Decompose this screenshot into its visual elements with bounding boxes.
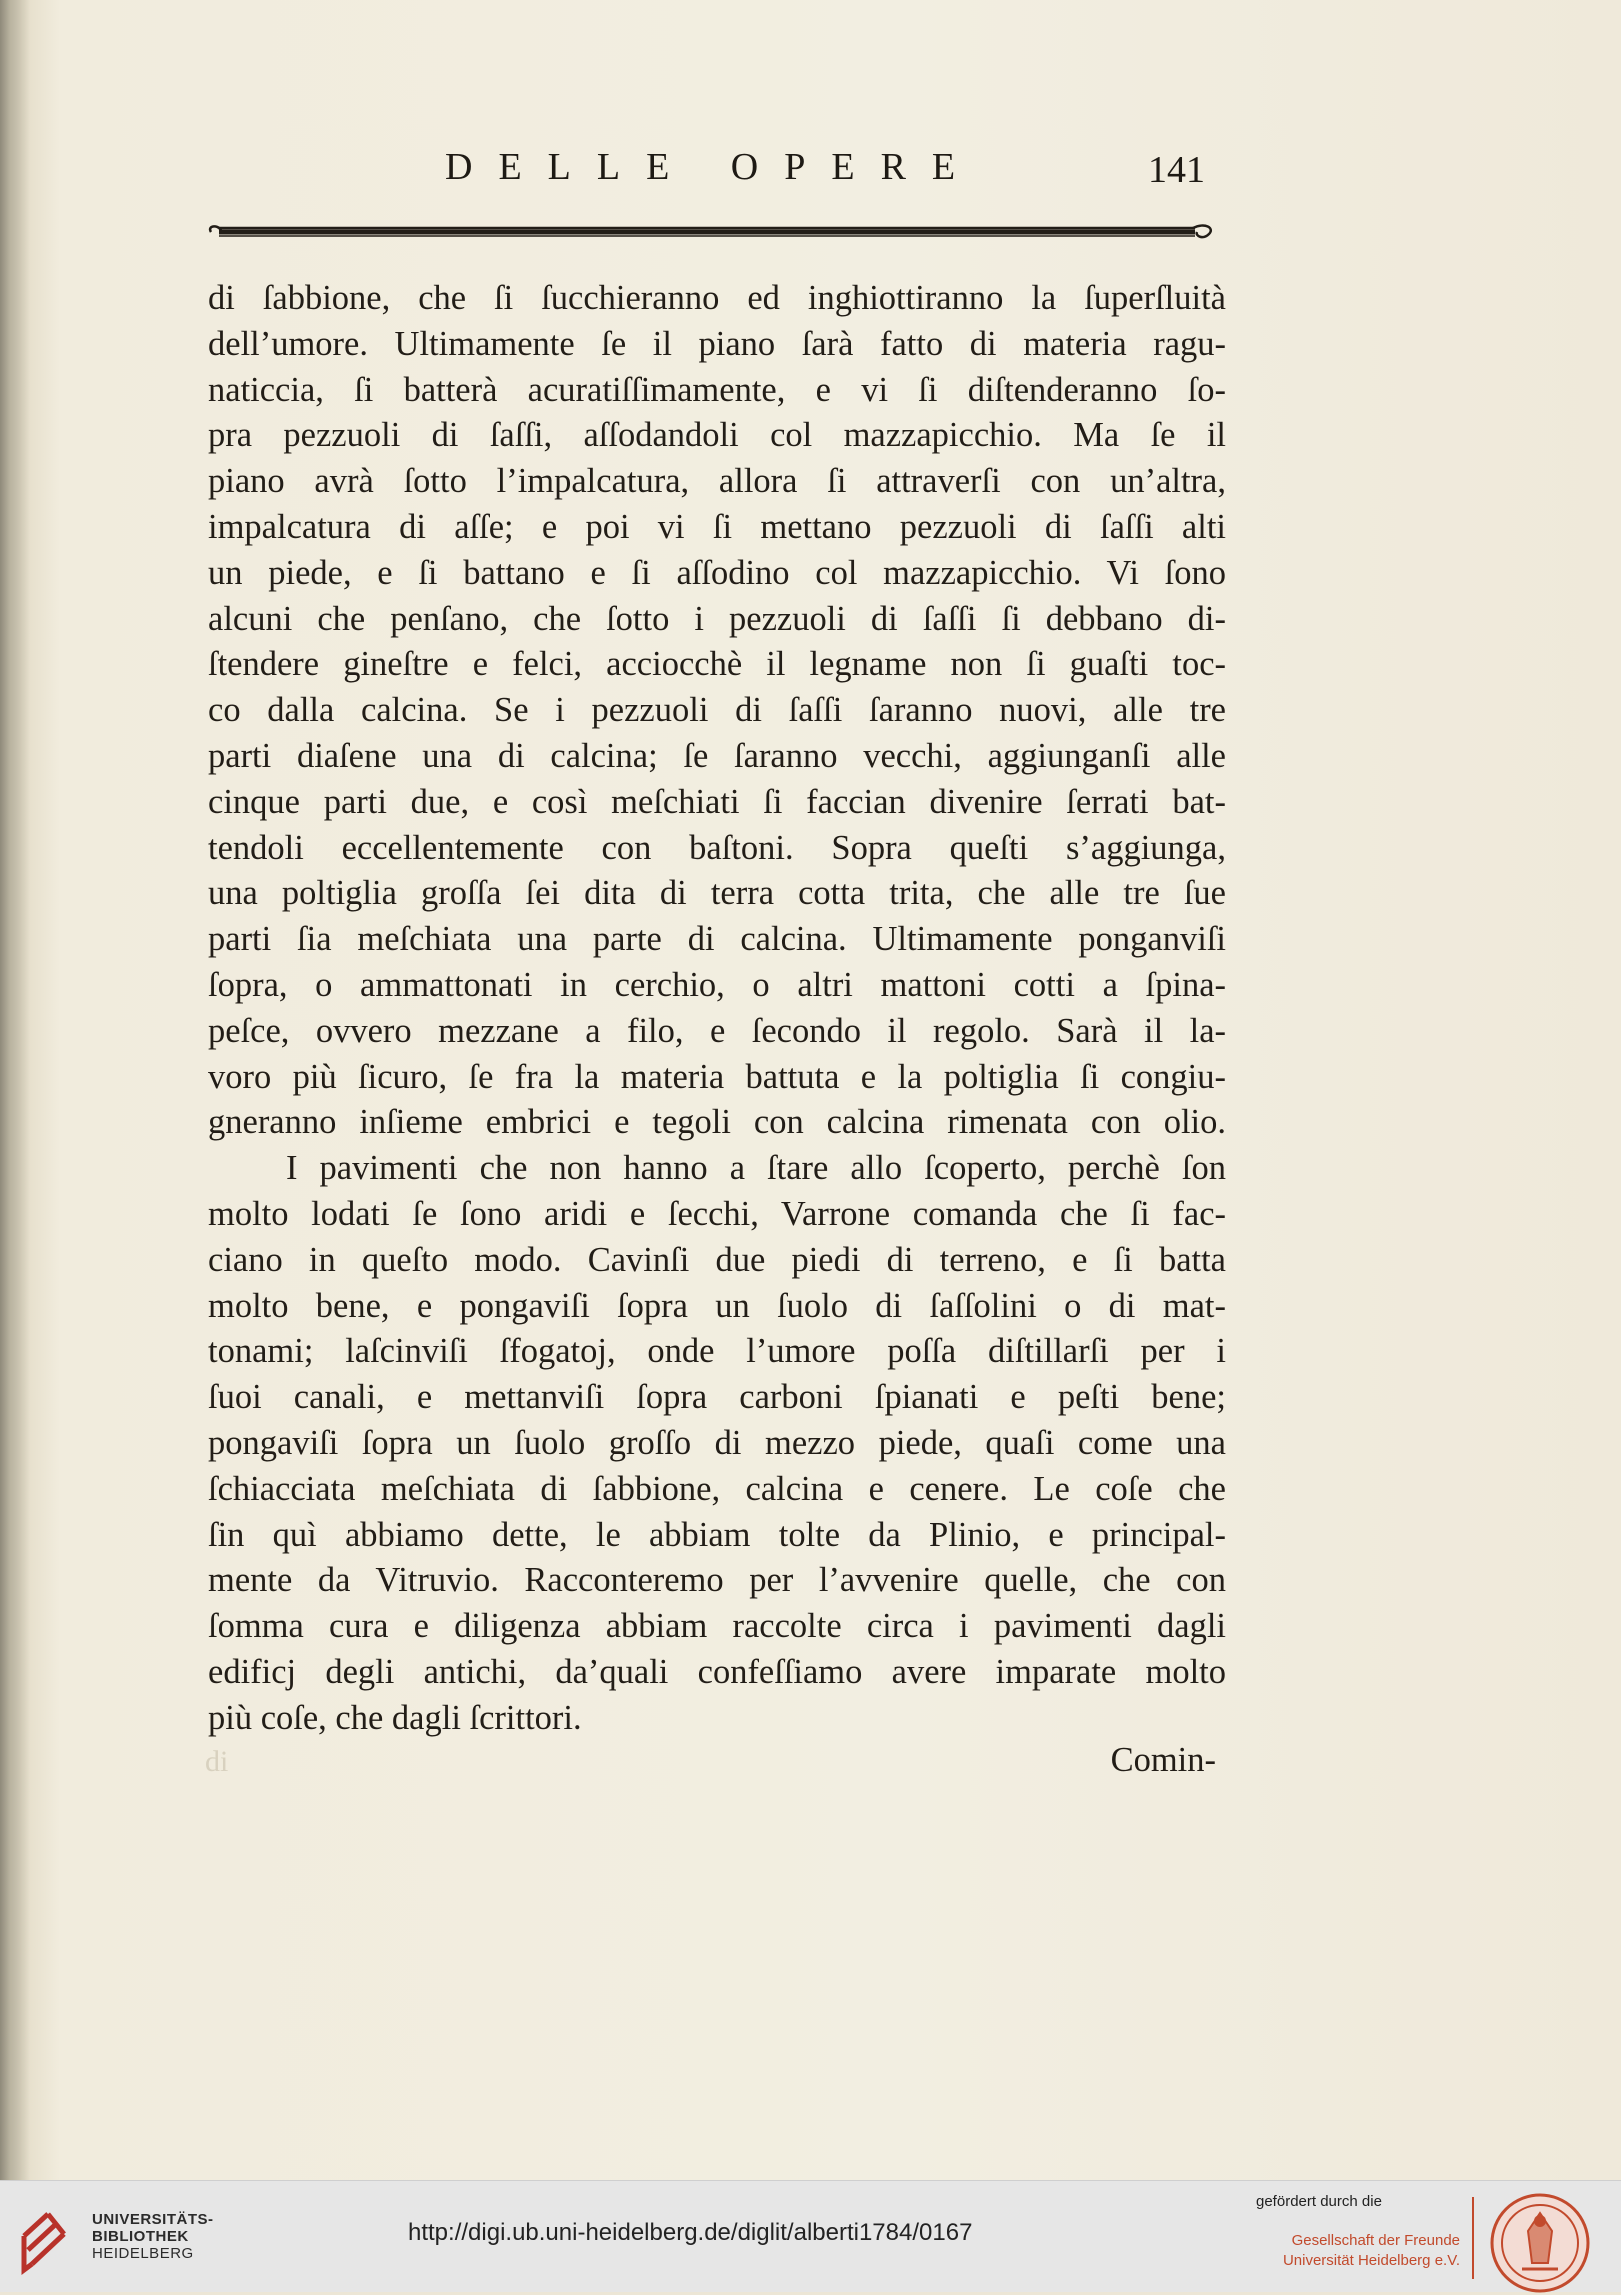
- text-line: impalcatura di aſſe; e poi vi ſi mettano pezzuoli di ſaſſi alti: [208, 507, 1226, 546]
- text-line: ſopra, o ammattonati in cerchio, o altri mattoni cotti a ſpina-: [208, 965, 1226, 1004]
- text-line: tendoli eccellentemente con baſtoni. Sopra queſti s’aggiunga,: [208, 828, 1226, 867]
- sponsor-name: [1262, 2231, 1460, 2271]
- university-seal-icon: [1488, 2191, 1592, 2295]
- body-text: [208, 276, 1226, 1742]
- catchword: Comin-: [1110, 1741, 1216, 1779]
- text-line: mente da Vitruvio. Racconteremo per l’avvenire quelle, che con: [208, 1561, 1226, 1600]
- text-line: peſce, ovvero mezzane a filo, e ſecondo il regolo. Sarà il la-: [208, 1011, 1226, 1050]
- paragraph-start-line: I pavimenti che non hanno a ſtare allo ſcoperto, perchè ſon: [286, 1149, 1226, 1188]
- text-line: co dalla calcina. Se i pezzuoli di ſaſſi ſaranno nuovi, alle tre: [208, 691, 1226, 730]
- text-line: piano avrà ſotto l’impalcatura, allora ſi attraverſi con un’altra,: [208, 462, 1226, 501]
- text-line: naticcia, ſi batterà acuratiſſimamente, e vi ſi diſtenderanno ſo-: [208, 370, 1226, 409]
- running-head: DELLE OPERE: [445, 146, 982, 188]
- text-line: ſuoi canali, e mettanviſi ſopra carboni ſpianati e peſti bene;: [208, 1378, 1226, 1417]
- ub-heidelberg-logo-icon: [18, 2206, 80, 2276]
- text-line: ciano in queſto modo. Cavinſi due piedi di terreno, e ſi batta: [208, 1240, 1226, 1279]
- text-line: una poltiglia groſſa ſei dita di terra cotta trita, che alle tre ſue: [208, 874, 1226, 913]
- library-name-line: UNIVERSITÄTS-: [92, 2211, 214, 2228]
- text-line: molto lodati ſe ſono aridi e ſecchi, Varrone comanda che ſi fac-: [208, 1194, 1226, 1233]
- text-line: molto bene, e pongaviſi ſopra un ſuolo di ſaſſolini o di mat-: [208, 1286, 1226, 1325]
- page-number: 141: [1148, 149, 1205, 191]
- permalink-url[interactable]: http://digi.ub.uni-heidelberg.de/diglit/alberti1784/0167: [408, 2219, 973, 2246]
- text-line: cinque parti due, e così meſchiati ſi faccian divenire ſerrati bat-: [208, 782, 1226, 821]
- text-line: tonami; laſcinviſi ſfogatoj, onde l’umore poſſa diſtillarſi per i: [208, 1332, 1226, 1371]
- text-line: alcuni che penſano, che ſotto i pezzuoli di ſaſſi ſi debbano di-: [208, 599, 1226, 638]
- text-line: ſomma cura e diligenza abbiam raccolte circa i pavimenti dagli: [208, 1607, 1226, 1646]
- text-line: di ſabbione, che ſi ſucchieranno ed inghiottiranno la ſuperſluità: [208, 279, 1226, 317]
- text-line: un piede, e ſi battano e ſi aſſodino col mazzapicchio. Vi ſono: [208, 553, 1226, 592]
- bleed-through-text: di: [205, 1745, 229, 1778]
- text-line: parti diaſene una di calcina; ſe ſaranno vecchi, aggiunganſi alle: [208, 736, 1226, 775]
- text-line: ſin quì abbiamo dette, le abbiam tolte da Plinio, e principal-: [208, 1515, 1226, 1554]
- sponsor-name-line: Universität Heidelberg e.V.: [1282, 2252, 1460, 2269]
- ornamental-rule: [205, 218, 1215, 242]
- library-name: [92, 2211, 214, 2262]
- sponsor-label: gefördert durch die: [1256, 2193, 1382, 2210]
- text-line: ſchiacciata meſchiata di ſabbione, calcina e cenere. Le coſe che: [208, 1469, 1226, 1508]
- text-line: edificj degli antichi, da’quali confeſſiamo avere imparate molto: [208, 1652, 1226, 1691]
- text-line: più coſe, che dagli ſcrittori.: [208, 1698, 582, 1737]
- footer-divider: [1472, 2197, 1474, 2279]
- text-line: parti ſia meſchiata una parte di calcina. Ultimamente ponganviſi: [208, 920, 1226, 959]
- spine-shadow: [0, 0, 30, 2180]
- text-line: ſtendere gineſtre e felci, acciocchè il legname non ſi guaſti toc-: [208, 645, 1226, 684]
- text-line: gneranno inſieme embrici e tegoli con calcina rimenata con olio.: [208, 1103, 1226, 1142]
- text-line: voro più ſicuro, ſe fra la materia battuta e la poltiglia ſi congiu-: [208, 1057, 1226, 1096]
- library-name-line: BIBLIOTHEK: [92, 2228, 189, 2245]
- sponsor-name-line: Gesellschaft der Freunde: [1291, 2232, 1460, 2249]
- library-name-line: HEIDELBERG: [92, 2245, 194, 2262]
- text-line: pongaviſi ſopra un ſuolo groſſo di mezzo piede, quaſi come una: [208, 1423, 1226, 1462]
- text-line: pra pezzuoli di ſaſſi, aſſodandoli col mazzapicchio. Ma ſe il: [208, 416, 1226, 455]
- digitization-footer: [0, 2180, 1621, 2292]
- text-line: dell’umore. Ultimamente ſe il piano ſarà fatto di materia ragu-: [208, 324, 1226, 363]
